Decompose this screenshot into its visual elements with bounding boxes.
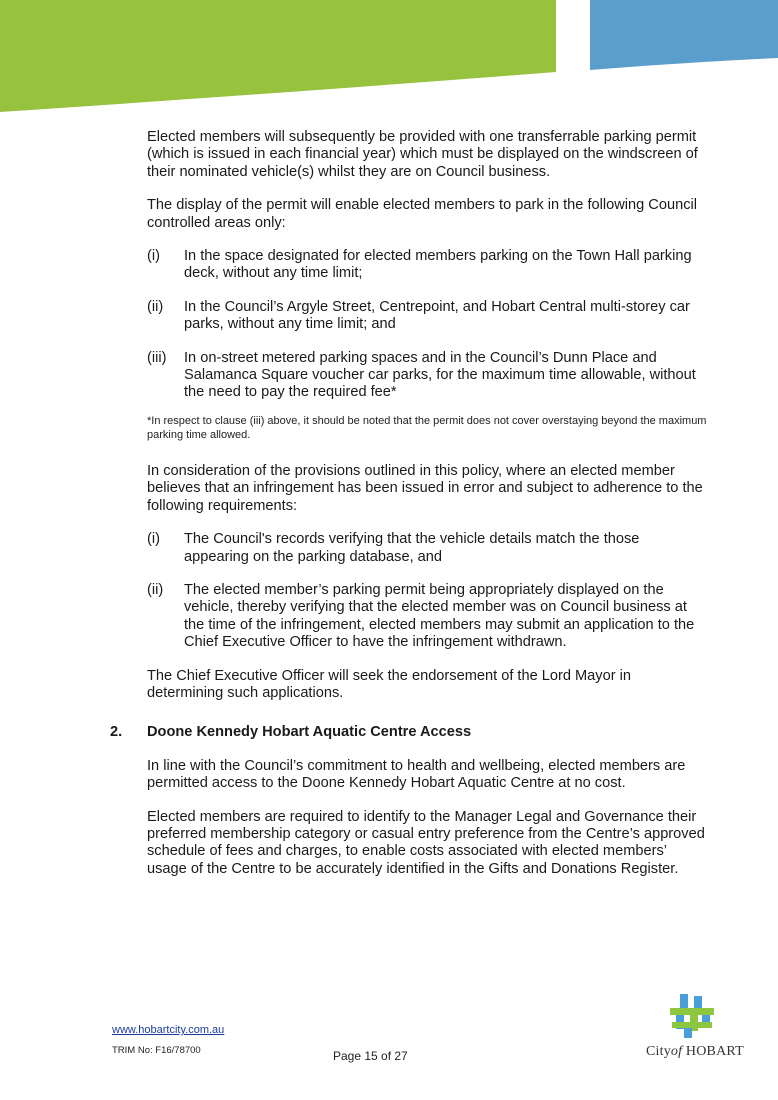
list-item-number: (ii) bbox=[147, 298, 164, 315]
paragraph: Elected members will subsequently be provided with one transferrable parking permit (which is issued in each financial year) which must be displayed on the windscreen of their nominated vehicle(s) whilst they are on Council business. bbox=[147, 129, 698, 180]
banner-green-shape bbox=[0, 0, 556, 112]
list-item bbox=[147, 248, 707, 283]
trim-number: TRIM No: F16/78700 bbox=[112, 1045, 201, 1056]
logo-city-text: City bbox=[646, 1044, 671, 1059]
list-item bbox=[147, 299, 707, 334]
list-item-number: (ii) bbox=[147, 581, 164, 598]
list-item-text: In on-street metered parking spaces and in the Council’s Dunn Place and Salamanca Square voucher car parks, for the maximum time allowable, without the need to pay the required fee* bbox=[184, 349, 696, 401]
list-item-number: (i) bbox=[147, 531, 160, 548]
list-item-text: The Council's records verifying that the vehicle details match the those appearing on the parking database, and bbox=[184, 531, 640, 565]
list-item bbox=[147, 350, 707, 402]
section-number: 2. bbox=[110, 724, 123, 741]
document-body bbox=[110, 129, 707, 894]
paragraph: The Chief Executive Officer will seek the endorsement of the Lord Mayor in determining such applications. bbox=[147, 667, 631, 701]
list-item-text: In the Council’s Argyle Street, Centrepoint, and Hobart Central multi-storey car parks, without any time limit; and bbox=[184, 298, 690, 333]
list-item bbox=[147, 531, 707, 566]
page-number: Page 15 of 27 bbox=[333, 1049, 408, 1063]
logo-wordmark bbox=[646, 1044, 744, 1060]
city-of-hobart-logo-icon bbox=[646, 994, 742, 1042]
logo-of-text: of bbox=[670, 1044, 683, 1059]
list-item bbox=[147, 582, 707, 652]
list-item-text: In the space designated for elected members parking on the Town Hall parking deck, without any time limit; bbox=[184, 248, 692, 282]
section-heading bbox=[110, 724, 707, 741]
list-item-text: The elected member’s parking permit being appropriately displayed on the vehicle, thereby verifying that the elected member was on Council business at the time of the infringement, elected members may submit an application to the Chief Executive Officer to have the infringement withdrawn. bbox=[184, 581, 695, 651]
logo-hobart-text: HOBART bbox=[685, 1044, 744, 1059]
paragraph: In consideration of the provisions outlined in this policy, where an elected member believes that an infringement has been issued in error and subject to adherence to the following requirements: bbox=[147, 462, 703, 514]
banner-blue-shape bbox=[590, 0, 778, 70]
header-banner bbox=[0, 0, 778, 115]
section-title: Doone Kennedy Hobart Aquatic Centre Access bbox=[147, 724, 472, 741]
footnote: *In respect to clause (iii) above, it should be noted that the permit does not cover overstaying beyond the maximum parking time allowed. bbox=[147, 414, 707, 441]
list-item-number: (iii) bbox=[147, 349, 167, 366]
paragraph: In line with the Council’s commitment to health and wellbeing, elected members are permitted access to the Doone Kennedy Hobart Aquatic Centre at no cost. bbox=[147, 757, 686, 792]
website-link[interactable]: www.hobartcity.com.au bbox=[112, 1024, 225, 1036]
paragraph: Elected members are required to identify to the Manager Legal and Governance their preferred membership category or casual entry preference from the Centre’s approved schedule of fees and charges, to enable costs associated with elected members’ usage of the Centre to be accurately identified in the Gifts and Donations Register. bbox=[147, 808, 705, 877]
list-item-number: (i) bbox=[147, 248, 160, 265]
paragraph: The display of the permit will enable elected members to park in the following Council controlled areas only: bbox=[147, 197, 697, 231]
